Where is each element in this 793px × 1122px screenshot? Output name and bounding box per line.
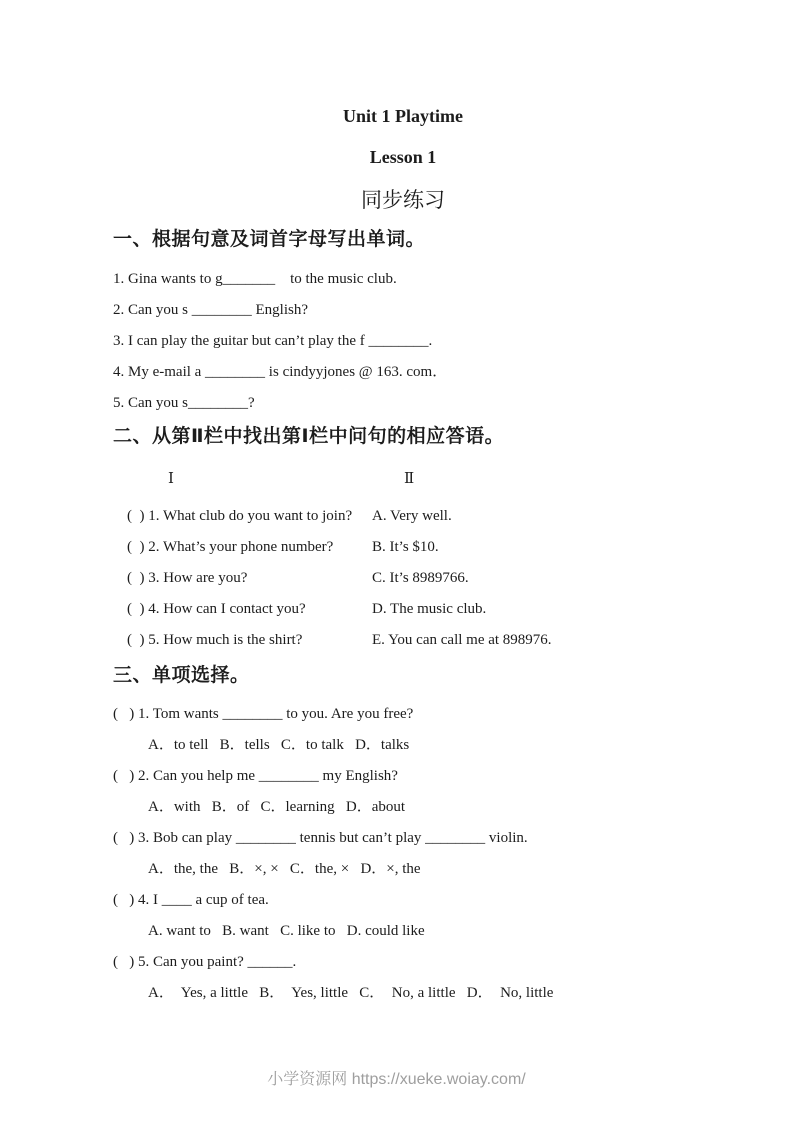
- match-row: [113, 594, 693, 625]
- match-answer: B. It’s $10.: [372, 539, 439, 555]
- choice-options: A. want to B. want C. like to D. could like: [148, 923, 425, 939]
- match-answer: E. You can call me at 898976.: [372, 632, 552, 648]
- match-question: ( ) 5. How much is the shirt?: [127, 632, 303, 648]
- vocab-item: 3. I can play the guitar but can’t play the f ________.: [113, 333, 433, 349]
- match-question: ( ) 4. How can I contact you?: [127, 601, 306, 617]
- match-row: [113, 532, 693, 563]
- choice-question: ( ) 4. I ____ a cup of tea.: [113, 892, 269, 908]
- match-question: ( ) 2. What’s your phone number?: [127, 539, 334, 555]
- choice-options: A．to tell B．tells C．to talk D．talks: [148, 737, 410, 753]
- column-two-header: Ⅱ: [403, 471, 415, 487]
- multiple-choice-block: [113, 699, 693, 1009]
- vocab-item: 2. Can you s ________ English?: [113, 302, 308, 318]
- choice-question: ( ) 3. Bob can play ________ tennis but can’t play ________ violin.: [113, 830, 528, 846]
- choice-question: ( ) 1. Tom wants ________ to you. Are you free?: [113, 706, 414, 722]
- site-footer: 小学资源网 https://xueke.woiay.com/: [267, 1071, 526, 1088]
- lesson-title: Lesson 1: [369, 147, 437, 167]
- match-answer: A. Very well.: [372, 508, 452, 524]
- vocab-item: 5. Can you s________?: [113, 395, 255, 411]
- match-answer: C. It’s 8989766.: [372, 570, 469, 586]
- match-answer: D. The music club.: [372, 601, 487, 617]
- match-question: ( ) 3. How are you?: [127, 570, 248, 586]
- section-three-heading: 三、单项选择。: [113, 665, 250, 686]
- match-row: [113, 625, 693, 656]
- choice-options: A． Yes, a little B． Yes, little C． No, a little D． No, little: [148, 985, 554, 1001]
- vocab-item: 1. Gina wants to g_______ to the music club.: [113, 271, 397, 287]
- column-one-header: Ⅰ: [168, 471, 174, 487]
- worksheet-subtitle: 同步练习: [361, 188, 445, 212]
- choice-options: A．with B．of C．learning D．about: [148, 799, 406, 815]
- vocab-item: 4. My e-mail a ________ is cindyyjones @ 163. com．: [113, 364, 448, 380]
- choice-options: A．the, the B．×, × C．the, × D．×, the: [148, 861, 421, 877]
- choice-question: ( ) 2. Can you help me ________ my English?: [113, 768, 398, 784]
- choice-question: ( ) 5. Can you paint? ______.: [113, 954, 297, 970]
- match-row: [113, 501, 693, 532]
- section-one-heading: 一、根据句意及词首字母写出单词。: [113, 229, 426, 250]
- unit-title: Unit 1 Playtime: [343, 106, 463, 126]
- section-two-heading: 二、从第Ⅱ栏中找出第Ⅰ栏中问句的相应答语。: [113, 426, 505, 447]
- match-question: ( ) 1. What club do you want to join?: [127, 508, 353, 524]
- match-row: [113, 563, 693, 594]
- match-column-headers: [113, 467, 693, 491]
- match-rows: [113, 501, 693, 656]
- section-one-items: [113, 264, 693, 419]
